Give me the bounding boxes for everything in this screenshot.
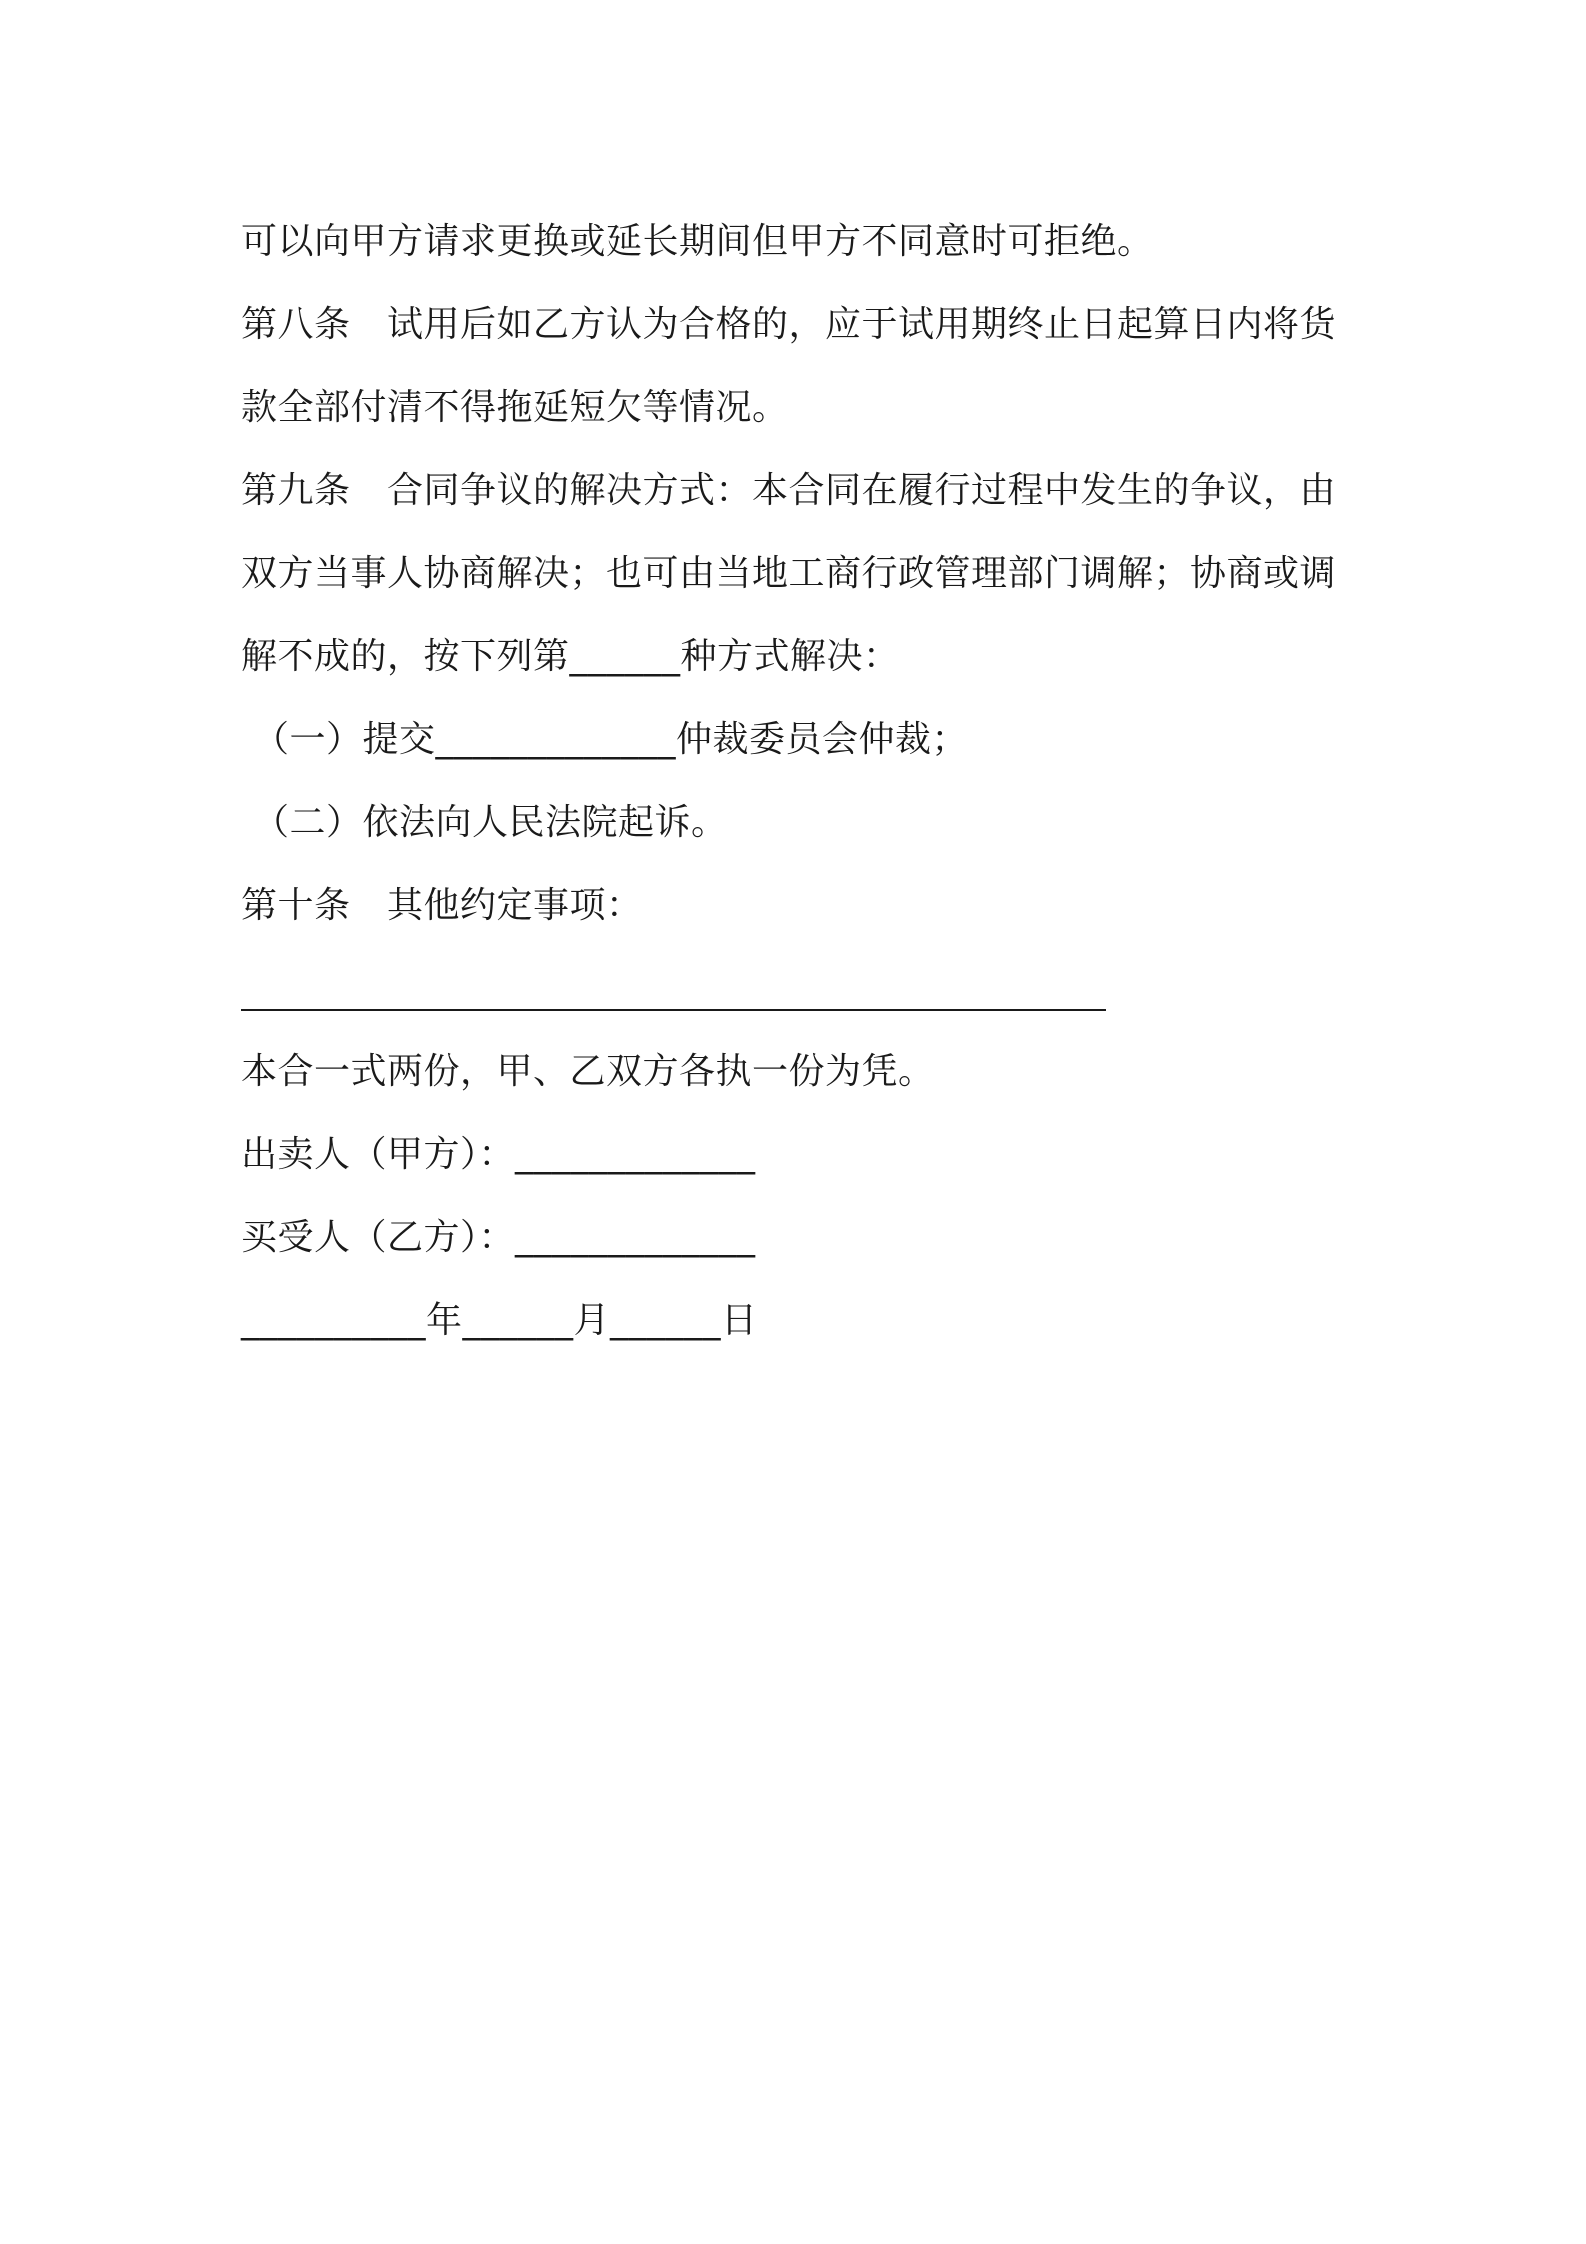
article-8-line-2: 款全部付清不得拖延短欠等情况。 bbox=[241, 387, 789, 428]
blank-underline bbox=[241, 1009, 1106, 1011]
option-1-line: （一）提交_____________仲裁委员会仲裁； bbox=[253, 719, 969, 760]
document-body bbox=[241, 200, 1361, 1362]
article-10-line: 第十条 其他约定事项： bbox=[241, 885, 643, 926]
paragraph-line: 可以向甲方请求更换或延长期间但甲方不同意时可拒绝。 bbox=[241, 221, 1154, 262]
seller-signature-line: 出卖人（甲方）：_____________ bbox=[241, 1134, 756, 1175]
other-terms-blank-line bbox=[241, 947, 1361, 1030]
article-9-line-3: 解不成的，按下列第______种方式解决： bbox=[241, 636, 900, 677]
article-8-line-1: 第八条 试用后如乙方认为合格的，应于试用期终止日起算日内将货 bbox=[241, 304, 1337, 345]
article-9-line-1: 第九条 合同争议的解决方式：本合同在履行过程中发生的争议，由 bbox=[241, 470, 1337, 511]
buyer-signature-line: 买受人（乙方）：_____________ bbox=[241, 1217, 756, 1258]
article-9-line-2: 双方当事人协商解决；也可由当地工商行政管理部门调解；协商或调 bbox=[241, 553, 1337, 594]
option-2-line: （二）依法向人民法院起诉。 bbox=[253, 802, 728, 843]
date-line: __________年______月______日 bbox=[241, 1300, 758, 1341]
copies-statement: 本合一式两份，甲、乙双方各执一份为凭。 bbox=[241, 1051, 935, 1092]
